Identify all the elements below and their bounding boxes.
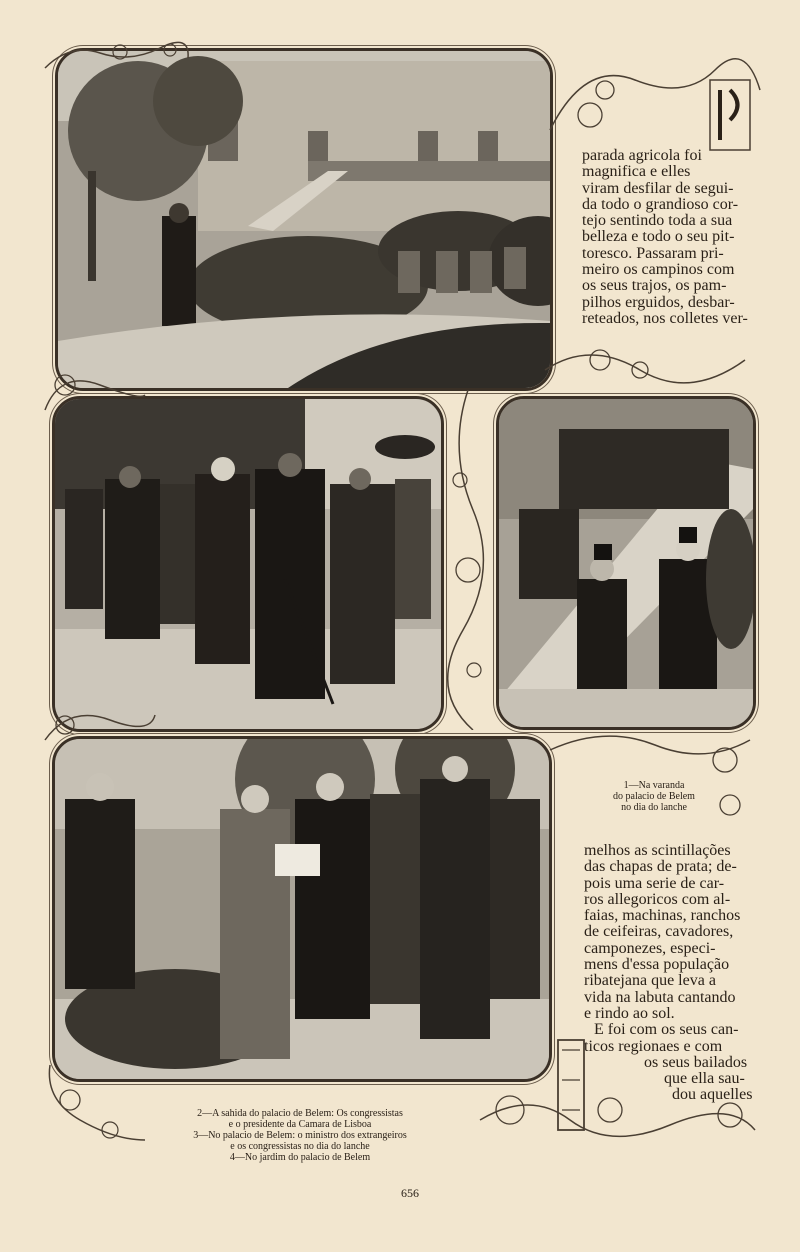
photo-palace-garden	[55, 48, 553, 391]
text-line: ribatejana que leva a	[584, 972, 716, 990]
page-number: 656	[401, 1186, 419, 1200]
caption-line: no dia do lanche	[621, 802, 687, 813]
article-text-top	[582, 148, 758, 327]
floral-ornament-top-left	[40, 38, 190, 78]
text-line: os seus bailados	[644, 1053, 748, 1071]
caption-line: 1—Na varanda	[623, 780, 685, 791]
caption-line: 3—No palacio de Belem: o ministro dos extrangeiros	[193, 1130, 407, 1141]
text-line: ros allegoricos com al-	[584, 890, 731, 908]
caption-line: do palacio de Belem	[613, 791, 695, 802]
caption-photos-2-4	[150, 1108, 450, 1163]
text-line: de ceifeiras, cavadores,	[584, 923, 734, 941]
text-line: meiro os campinos com	[582, 261, 735, 279]
text-line: reteados, nos colletes ver-	[582, 309, 748, 327]
floral-ornament-top-right	[545, 50, 765, 160]
caption-line: e os congressistas no dia do lanche	[230, 1141, 370, 1152]
text-line: mens d'essa população	[584, 956, 730, 974]
text-line: vida na labuta cantando	[584, 988, 736, 1006]
text-line: tejo sentindo toda a sua	[582, 212, 733, 230]
floral-vine-center	[438, 390, 498, 730]
text-line: parada agricola foi	[582, 147, 702, 164]
text-line: toresco. Passaram pri-	[582, 244, 724, 262]
article-text-bottom	[584, 843, 756, 1104]
caption-line: 2—A sahida do palacio de Belem: Os congressistas	[197, 1108, 403, 1119]
floral-ornament-mid-right	[540, 330, 750, 400]
text-line: pilhos erguidos, desbar-	[582, 293, 735, 311]
caption-photo-1	[574, 780, 734, 813]
text-line: que ella sau-	[664, 1070, 745, 1088]
text-line: e rindo ao sol.	[584, 1004, 675, 1022]
photo-palace-stairs	[496, 396, 756, 730]
text-line: viram desfilar de segui-	[582, 179, 734, 197]
floral-ornament-bottom-left	[40, 1060, 150, 1150]
text-line: dou aquelles	[672, 1086, 753, 1104]
text-line: da todo o grandioso cor-	[582, 195, 739, 213]
caption-line: 4—No jardim do palacio de Belem	[229, 1152, 371, 1163]
floral-ornament-lower-left	[40, 700, 160, 750]
photo-palace-exit	[52, 396, 444, 732]
text-line: os seus trajos, os pam-	[582, 277, 727, 295]
floral-ornament-mid-left	[40, 360, 150, 420]
text-line: das chapas de prata; de-	[584, 858, 737, 876]
text-line: pois uma serie de car-	[584, 874, 725, 892]
text-line: belleza e todo o seu pit-	[582, 228, 735, 246]
text-line: faias, machinas, ranchos	[584, 907, 741, 925]
floral-ornament-lower-right	[545, 720, 755, 830]
caption-line: e o presidente da Camara de Lisboa	[228, 1119, 372, 1130]
text-line: camponezes, especi-	[584, 939, 716, 957]
text-line: melhos as scintillações	[584, 842, 731, 859]
text-line: ticos regionaes e com	[584, 1037, 723, 1055]
text-line: magnifica e elles	[582, 163, 691, 181]
text-line: E foi com os seus can-	[594, 1021, 739, 1039]
